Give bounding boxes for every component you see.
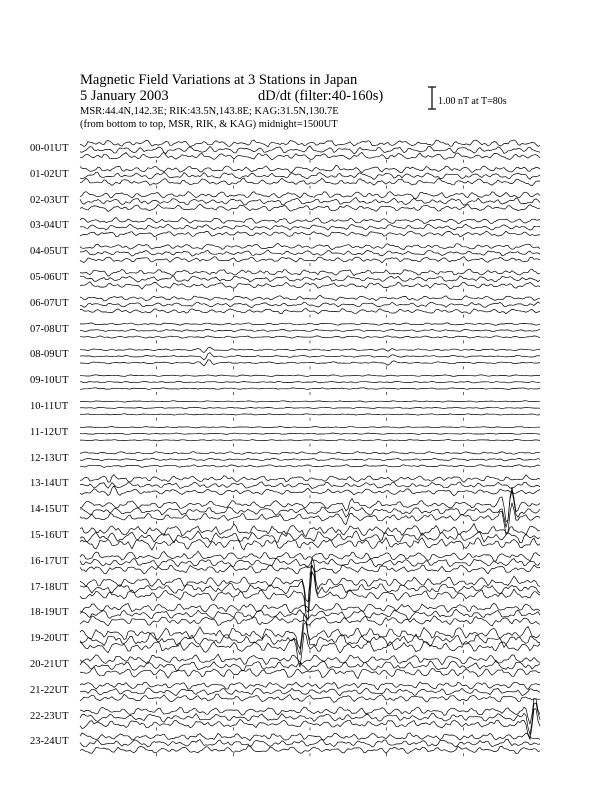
trace-rik-03-04UT [80,224,540,230]
trace-kag-07-08UT [80,323,540,326]
hour-label: 05-06UT [30,271,69,283]
trace-kag-04-05UT [80,243,540,249]
trace-msr-14-15UT [80,503,540,535]
hour-label: 22-23UT [30,710,69,722]
trace-kag-18-19UT [80,603,540,613]
hour-label: 15-16UT [30,529,69,541]
hour-label: 11-12UT [30,426,69,438]
trace-msr-13-14UT [80,486,540,496]
trace-msr-02-03UT [80,204,540,212]
trace-rik-09-10UT [80,381,540,383]
trace-kag-08-09UT [80,347,540,352]
trace-msr-01-02UT [80,178,540,186]
trace-kag-06-07UT [80,295,540,301]
hour-label: 06-07UT [30,297,69,309]
hour-label: 10-11UT [30,400,69,412]
trace-kag-05-06UT [80,269,540,276]
trace-kag-16-17UT [80,551,540,561]
hour-label: 17-18UT [30,581,69,593]
hour-label: 21-22UT [30,684,69,696]
trace-kag-15-16UT [80,524,540,537]
hour-label: 20-21UT [30,658,69,670]
trace-rik-07-08UT [80,329,540,331]
hour-label: 23-24UT [30,736,69,748]
hour-label: 02-03UT [30,194,69,206]
quantity-label: dD/dt (filter:40-160s) [258,88,384,104]
hour-label: 19-20UT [30,633,69,645]
hour-label: 01-02UT [30,168,69,180]
trace-kag-20-21UT [80,654,540,665]
trace-msr-04-05UT [80,257,540,263]
trace-msr-12-13UT [80,465,540,468]
station-order-note: (from bottom to top, MSR, RIK, & KAG) midnight=1500UT [80,119,338,130]
trace-msr-08-09UT [80,360,540,366]
trace-rik-17-18UT [80,565,540,612]
trace-msr-03-04UT [80,231,540,237]
date-label: 5 January 2003 [80,88,169,104]
hour-label: 12-13UT [30,452,69,464]
hour-label: 16-17UT [30,555,69,567]
trace-kag-02-03UT [80,192,540,199]
trace-kag-23-24UT [80,733,540,741]
trace-rik-19-20UT [80,623,540,655]
trace-rik-00-01UT [80,146,540,154]
trace-msr-09-10UT [80,388,540,390]
trace-rik-10-11UT [80,407,540,408]
trace-msr-21-22UT [80,694,540,702]
trace-msr-22-23UT [80,709,540,740]
station-coordinates: MSR:44.4N,142.3E; RIK:43.5N,143.8E; KAG:31.5N,130.7E [80,106,339,117]
trace-kag-11-12UT [80,427,540,428]
trace-kag-13-14UT [80,475,540,483]
trace-rik-08-09UT [80,353,540,360]
trace-rik-15-16UT [80,531,540,543]
hour-label: 00-01UT [30,142,69,154]
trace-kag-03-04UT [80,217,540,223]
scale-label: 1.00 nT at T=80s [438,96,507,107]
hour-label: 09-10UT [30,375,69,387]
hour-label: 04-05UT [30,246,69,258]
hour-label: 08-09UT [30,349,69,361]
hour-label: 03-04UT [30,220,69,232]
trace-msr-10-11UT [80,414,540,415]
trace-rik-02-03UT [80,198,540,206]
trace-rik-23-24UT [80,739,540,747]
trace-rik-04-05UT [80,250,540,256]
trace-rik-06-07UT [80,302,540,308]
trace-rik-01-02UT [80,172,540,179]
trace-rik-13-14UT [80,482,540,489]
trace-msr-05-06UT [80,282,540,289]
trace-rik-16-17UT [80,558,540,567]
trace-kag-01-02UT [80,165,540,173]
trace-msr-07-08UT [80,336,540,338]
trace-kag-09-10UT [80,375,540,377]
trace-msr-23-24UT [80,746,540,754]
trace-msr-00-01UT [80,152,540,160]
trace-msr-11-12UT [80,439,540,441]
trace-rik-12-13UT [80,458,540,461]
trace-rik-20-21UT [80,660,540,671]
chart-title: Magnetic Field Variations at 3 Stations in Japan [80,72,358,88]
trace-kag-12-13UT [80,452,540,455]
hour-label: 18-19UT [30,607,69,619]
trace-kag-10-11UT [80,401,540,402]
hour-label: 07-08UT [30,323,69,335]
hour-label: 13-14UT [30,478,69,490]
trace-rik-11-12UT [80,433,540,434]
trace-msr-06-07UT [80,309,540,314]
hour-label: 14-15UT [30,504,69,516]
trace-rik-05-06UT [80,276,540,282]
